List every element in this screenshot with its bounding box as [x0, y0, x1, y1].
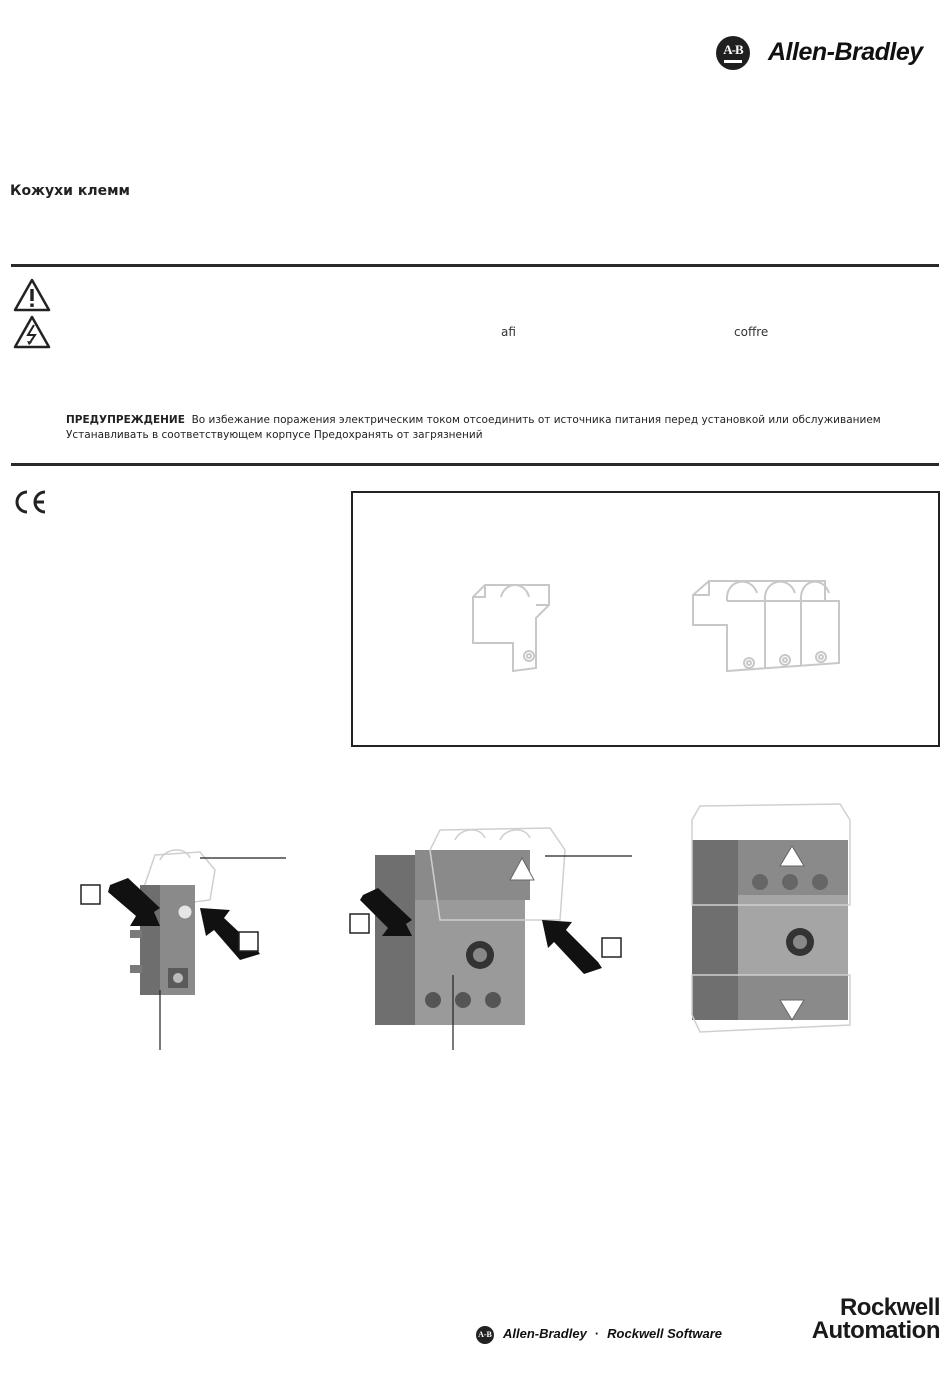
footer-ab-logo-icon: A-B: [476, 1326, 494, 1344]
single-terminal-cover: [473, 585, 549, 671]
footer-brands: [503, 1326, 722, 1341]
ce-mark-icon: [12, 488, 48, 516]
callout-box-2b: [602, 938, 621, 957]
stray-text-coffre: coffre: [734, 325, 769, 339]
callout-box-2a: [350, 914, 369, 933]
warning-text: [66, 413, 926, 443]
warning-lead: ПРЕДУПРЕЖДЕНИЕ: [66, 414, 185, 426]
callout-box-1b: [239, 932, 258, 951]
figure-single-pole: [108, 850, 286, 1050]
top-divider: [11, 264, 939, 267]
installation-figures: [60, 800, 940, 1060]
rockwell-automation-logo: [760, 1296, 940, 1342]
logo-badge-bar: [724, 60, 742, 63]
logo-badge-text: A-B: [723, 42, 743, 57]
footer-brand-allen-bradley: Allen-Bradley: [503, 1326, 587, 1341]
allen-bradley-logo-icon: [716, 36, 750, 70]
stray-text-afi: afi: [501, 325, 516, 339]
warning-line-1-text: Во избежание поражения электрическим током отсоединить от источника питания перед установкой или обслуживанием: [191, 414, 881, 426]
page-title: Кожухи клемм: [10, 183, 130, 199]
footer-separator: ·: [594, 1326, 600, 1341]
warning-triangle-icon: [13, 278, 51, 312]
footer-brand-rockwell-software: Rockwell Software: [607, 1326, 723, 1341]
automation-line: Automation: [811, 1317, 940, 1344]
brand-name: Allen-Bradley: [768, 38, 923, 66]
warning-line-2: Устанавливать в соответствующем корпусе Предохранять от загрязнений: [66, 429, 483, 441]
product-illustration-box: [351, 491, 940, 747]
figure-assembled-switch: [692, 804, 850, 1032]
electric-shock-icon: [13, 315, 51, 349]
three-pole-terminal-cover: [693, 581, 839, 671]
callout-box-1a: [81, 885, 100, 904]
warning-line-1: [66, 413, 926, 428]
figure-three-pole: [360, 828, 632, 1050]
terminal-cover-drawings: [353, 493, 938, 745]
bottom-divider: [11, 463, 939, 466]
rockwell-line: Rockwell: [839, 1294, 940, 1321]
